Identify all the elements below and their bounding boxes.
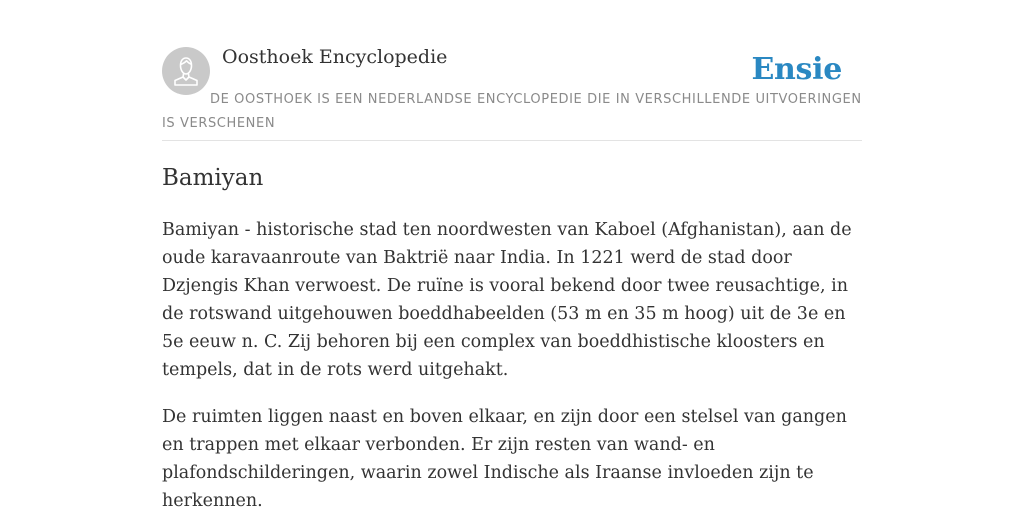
source-tagline: DE OOSTHOEK IS EEN NEDERLANDSE ENCYCLOPEDIE DIE IN VERSCHILLENDE UITVOERINGEN IS VERSCHENEN: [162, 92, 862, 131]
source-name-link[interactable]: Oosthoek Encyclopedie: [222, 46, 448, 68]
article-paragraph: Bamiyan - historische stad ten noordwesten van Kaboel (Afghanistan), aan de oude karavaanroute van Baktrië naar India. In 1221 werd de stad door Dzjengis Khan verwoest. De ruïne is vooral bekend door twee reusachtige, in de rotswand uitgehouwen boeddhabeelden (53 m en 35 m hoog) uit de 3e en 5e eeuw n. C. Zij behoren bij een complex van boeddhistische kloosters en tempels, dat in de rots werd uitgehakt.: [162, 220, 852, 380]
ensie-logo[interactable]: Ensie: [751, 52, 842, 87]
article-body: [162, 216, 862, 512]
article-paragraph: De ruimten liggen naast en boven elkaar, en zijn door een stelsel van gangen en trappen met elkaar verbonden. Er zijn resten van wand- en plafondschilderingen, waarin zowel Indische als Iraanse invloeden zijn te herkennen.: [162, 407, 847, 511]
article-title: Bamiyan: [162, 165, 264, 191]
article-header: [162, 44, 862, 141]
